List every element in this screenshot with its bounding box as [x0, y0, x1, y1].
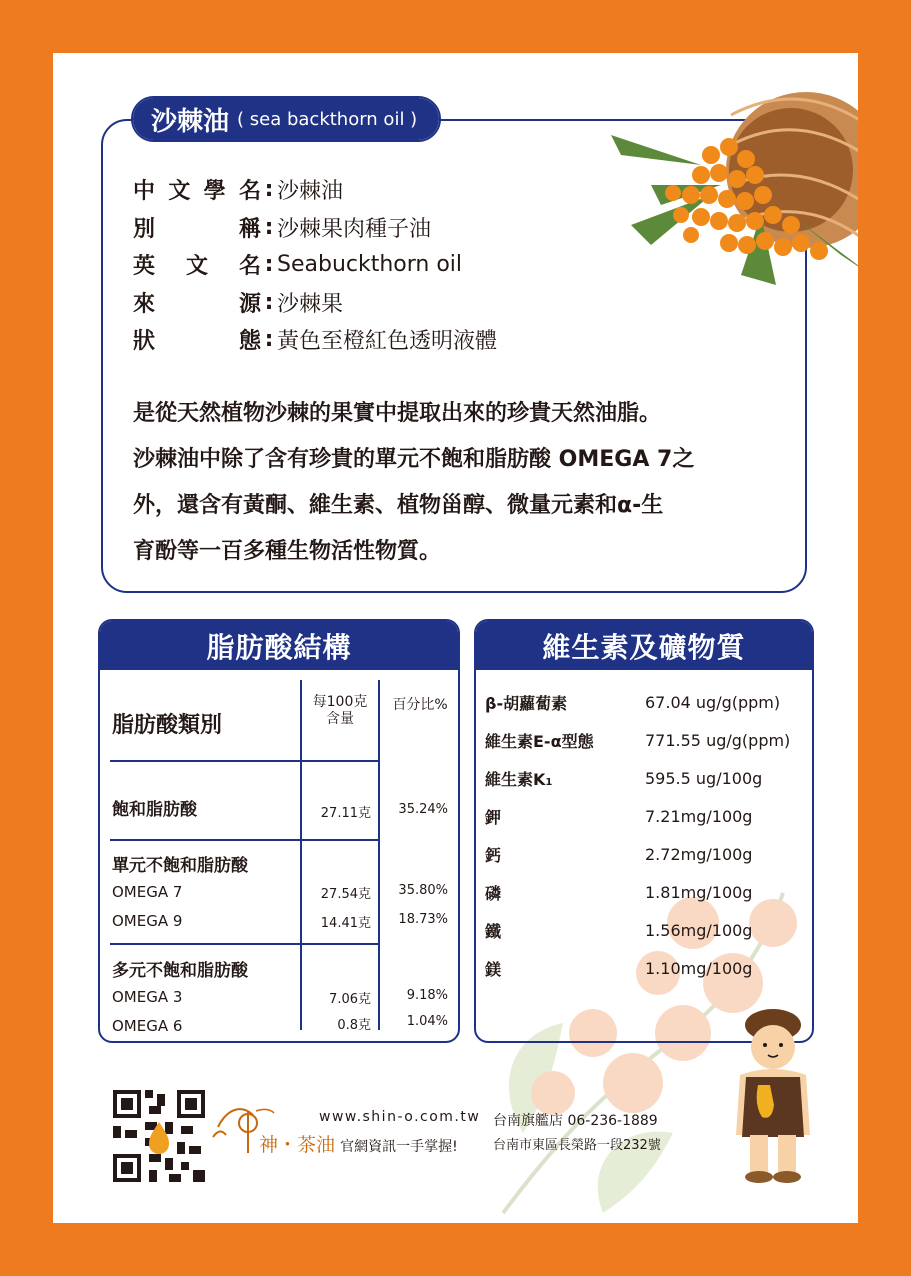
saturated-amount: 27.11克	[320, 806, 371, 821]
table-row-saturated: 飽和脂肪酸	[112, 800, 197, 820]
table-row-omega6: OMEGA 6	[112, 1017, 183, 1035]
fatty-acid-panel	[98, 619, 460, 1043]
vitamin-mineral-panel	[474, 619, 814, 1043]
brand-name: 神・茶油	[259, 1134, 336, 1156]
slogan-text: 官網資訊一手掌握!	[340, 1139, 458, 1155]
qr-code[interactable]	[113, 1090, 205, 1182]
spec-row-state: 狀 態 : 黃色至橙紅色透明液體	[133, 321, 497, 359]
table-row-omega9: OMEGA 9	[112, 912, 183, 930]
spec-value: 沙棘果	[277, 291, 344, 317]
brand-slogan	[259, 1130, 458, 1157]
list-item: 鎂 1.10mg/100g	[485, 958, 753, 979]
list-item: 磷 1.81mg/100g	[485, 882, 753, 903]
website-url[interactable]: www.shin-o.com.tw	[319, 1109, 481, 1125]
spec-label: 狀 態	[133, 329, 261, 355]
list-item: β-胡蘿蔔素 67.04 ug/g(ppm)	[485, 692, 781, 713]
spec-row-source: 來 源 : 沙棘果	[133, 284, 497, 322]
column-header-amount: 每100克 含量	[312, 694, 368, 727]
spec-value: 黃色至橙紅色透明液體	[277, 329, 498, 355]
vitamin-mineral-heading: 維生素及礦物質	[476, 621, 812, 670]
spec-row-chinese-name: 中 文 學 名 : 沙棘油	[133, 171, 497, 209]
omega9-percent: 18.73%	[398, 912, 448, 927]
spec-label: 英 文 名	[133, 254, 261, 280]
table-row-omega3: OMEGA 3	[112, 988, 183, 1006]
column-header-category: 脂肪酸類別	[112, 713, 223, 738]
omega7-amount: 27.54克	[320, 887, 371, 902]
saturated-percent: 35.24%	[398, 802, 448, 817]
omega3-amount: 7.06克	[329, 992, 371, 1007]
store-phone: 台南旗艦店 06-236-1889	[493, 1113, 658, 1129]
table-row-omega7: OMEGA 7	[112, 883, 183, 901]
product-description: 是從天然植物沙棘的果實中提取出來的珍貴天然油脂。 沙棘油中除了含有珍貴的單元不飽和脂肪酸 OMEGA 7之 外，還含有黃酮、維生素、植物甾醇、微量元素和α-生 育酚等一百多種生物活性物質。	[133, 401, 695, 564]
basket-of-berries-illustration	[591, 75, 858, 315]
omega3-percent: 9.18%	[406, 988, 448, 1003]
group-poly-unsaturated: 多元不飽和脂肪酸	[112, 961, 248, 981]
spec-row-alias: 別 稱 : 沙棘果肉種子油	[133, 209, 497, 247]
vitamin-mineral-list	[485, 683, 814, 987]
omega6-percent: 1.04%	[406, 1014, 448, 1029]
flyer-sheet	[53, 53, 858, 1223]
product-subtitle: ( sea backthorn oil )	[237, 108, 418, 130]
product-title: 沙棘油	[151, 106, 230, 137]
spec-value: 沙棘油	[277, 179, 344, 205]
spec-label: 別 稱	[133, 216, 261, 242]
mascot-illustration	[718, 1005, 828, 1183]
title-banner	[131, 96, 441, 142]
store-address: 台南市東區長榮路一段232號	[493, 1138, 661, 1153]
list-item: 維生素E-α型態 771.55 ug/g(ppm)	[485, 730, 791, 751]
omega7-percent: 35.80%	[398, 883, 448, 898]
omega9-amount: 14.41克	[320, 916, 371, 931]
omega6-amount: 0.8克	[337, 1018, 371, 1033]
product-spec-list	[133, 171, 497, 359]
spec-value: Seabuckthorn oil	[277, 252, 463, 278]
list-item: 鉀 7.21mg/100g	[485, 806, 753, 827]
column-header-percent: 百分比%	[392, 697, 448, 713]
spec-label: 中 文 學 名	[133, 179, 261, 205]
list-item: 鐵 1.56mg/100g	[485, 920, 753, 941]
spec-value: 沙棘果肉種子油	[277, 216, 432, 242]
group-mono-unsaturated: 單元不飽和脂肪酸	[112, 856, 248, 876]
fatty-acid-heading: 脂肪酸結構	[100, 621, 458, 670]
list-item: 維生素K1 595.5 ug/100g	[485, 768, 763, 789]
list-item: 鈣 2.72mg/100g	[485, 844, 753, 865]
spec-row-english-name: 英 文 名 : Seabuckthorn oil	[133, 246, 497, 284]
fatty-acid-table	[100, 670, 458, 1041]
spec-label: 來 源	[133, 291, 261, 317]
